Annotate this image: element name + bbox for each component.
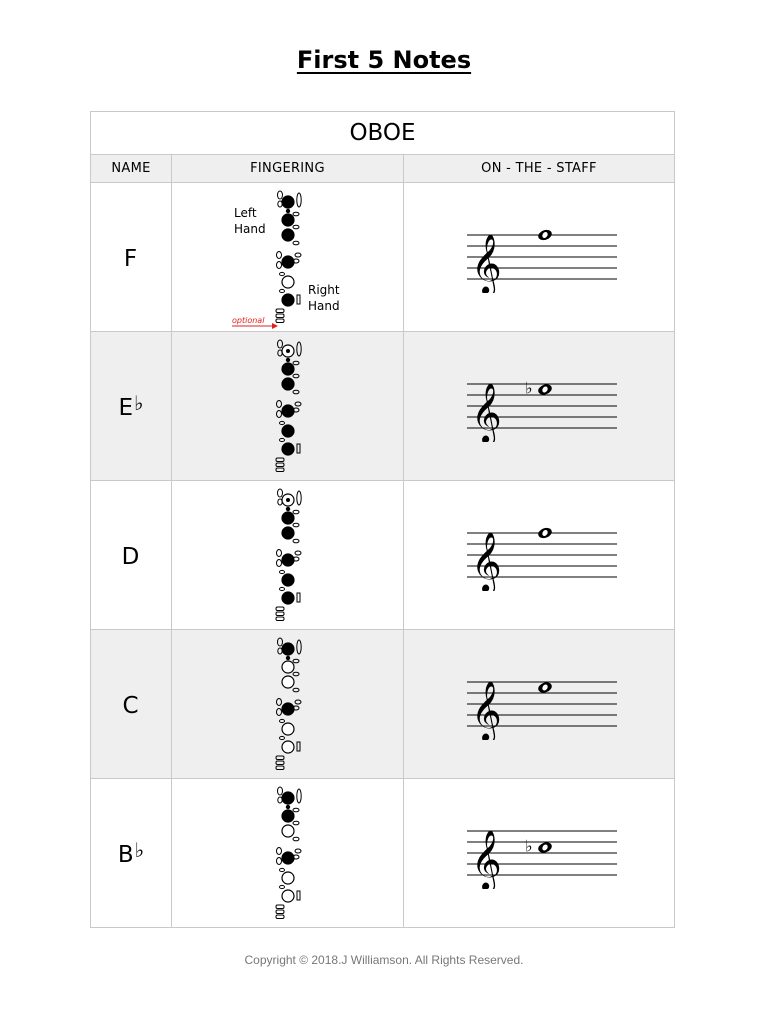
instrument-title: OBOE <box>91 112 675 155</box>
staff-cell <box>404 630 675 779</box>
note-letter: C <box>122 693 139 719</box>
fingering-diagram-cell <box>172 183 404 332</box>
fingering-diagram-icon <box>268 783 308 923</box>
optional-label: optional <box>232 316 265 325</box>
note-letter: B <box>117 842 134 868</box>
fingering-diagram-icon <box>268 187 308 327</box>
note-letter: E <box>118 395 134 421</box>
svg-text:♭: ♭ <box>525 378 533 398</box>
optional-arrow-icon <box>232 322 278 330</box>
left-hand-label: Left Hand <box>234 206 266 236</box>
svg-text:𝄞: 𝄞 <box>471 830 502 889</box>
note-row-f <box>91 183 675 332</box>
fingering-diagram-cell <box>172 332 404 481</box>
note-name <box>91 481 172 630</box>
fingering-diagram-icon <box>268 634 308 774</box>
note-name <box>91 630 172 779</box>
treble-staff-icon <box>459 668 619 740</box>
note-accidental: ♭ <box>134 391 144 415</box>
right-hand-label: Right Hand <box>308 283 340 313</box>
treble-staff-icon <box>459 370 619 442</box>
note-row-c <box>91 630 675 779</box>
note-row-e-flat <box>91 332 675 481</box>
fingering-chart-table <box>90 111 675 928</box>
header-name: NAME <box>91 155 172 183</box>
svg-text:𝄞: 𝄞 <box>471 234 502 293</box>
fingering-diagram-icon <box>268 485 308 625</box>
staff-cell <box>404 183 675 332</box>
staff-cell <box>404 779 675 928</box>
note-name <box>91 332 172 481</box>
treble-staff-icon <box>459 519 619 591</box>
note-letter: D <box>121 544 140 570</box>
note-row-b-flat <box>91 779 675 928</box>
note-accidental: ♭ <box>134 838 145 862</box>
svg-text:𝄞: 𝄞 <box>471 681 502 740</box>
fingering-diagram-cell <box>172 630 404 779</box>
staff-cell <box>404 481 675 630</box>
treble-staff-icon <box>459 817 619 889</box>
treble-staff-icon <box>459 221 619 293</box>
fingering-diagram-cell <box>172 779 404 928</box>
note-row-d <box>91 481 675 630</box>
note-name <box>91 779 172 928</box>
staff-cell <box>404 332 675 481</box>
svg-text:𝄞: 𝄞 <box>471 383 502 442</box>
note-name <box>91 183 172 332</box>
svg-text:♭: ♭ <box>525 836 533 856</box>
header-staff: ON - THE - STAFF <box>404 155 675 183</box>
copyright-footer: Copyright © 2018.J Williamson. All Rights Reserved. <box>244 953 524 967</box>
fingering-diagram-icon <box>268 336 308 476</box>
svg-text:𝄞: 𝄞 <box>471 532 502 591</box>
fingering-diagram-cell <box>172 481 404 630</box>
note-letter: F <box>123 246 138 272</box>
header-fingering: FINGERING <box>172 155 404 183</box>
page-title: First 5 Notes <box>296 46 472 74</box>
